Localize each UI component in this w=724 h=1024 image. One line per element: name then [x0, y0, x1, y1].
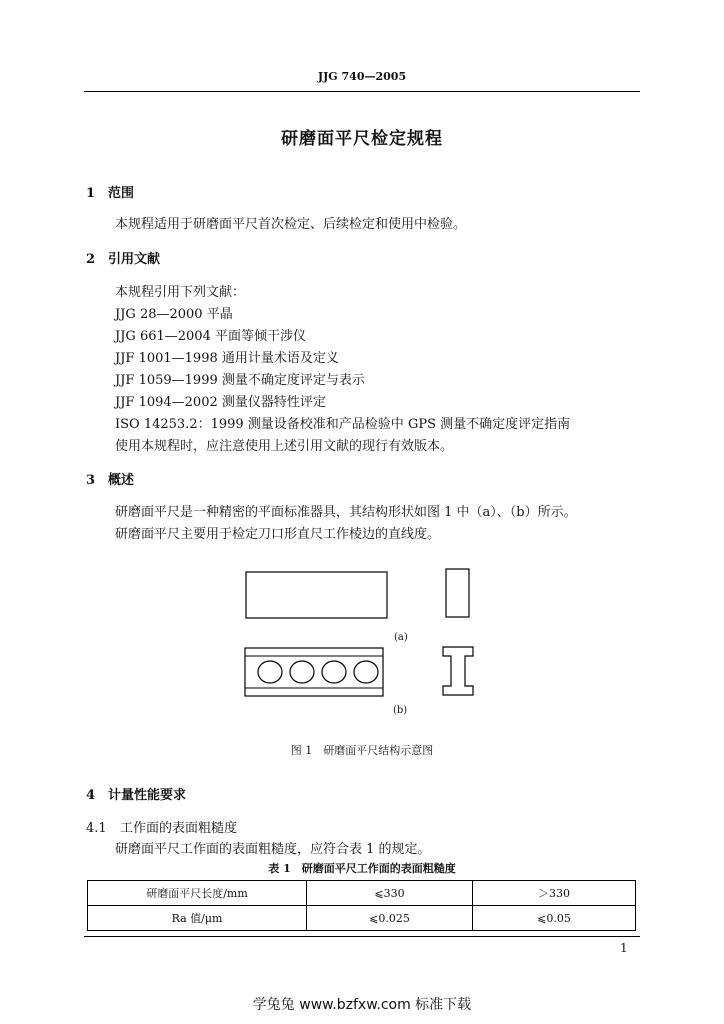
figure-label-b: (b) — [393, 705, 408, 716]
section-3-line: 研磨面平尺是一种精密的平面标准器具，其结构形状如图 1 中（a）、（b）所示。 — [115, 505, 577, 520]
reference-line: JJF 1001—1998 通用计量术语及定义 — [115, 351, 339, 366]
section-1-title: 范围 — [108, 186, 135, 201]
table-caption: 表 1 研磨面平尺工作面的表面粗糙度 — [268, 862, 456, 875]
reference-line: 使用本规程时，应注意使用上述引用文献的现行有效版本。 — [115, 439, 454, 454]
running-header: JJG 740—2005 — [317, 70, 407, 83]
section-4-heading — [86, 784, 186, 803]
figure-a-side-view — [446, 569, 469, 617]
page-bottom-rule — [84, 936, 640, 937]
table-cell: ＞330 — [473, 881, 636, 906]
document-title: 研磨面平尺检定规程 — [281, 129, 443, 149]
subsection-4-1-number: 4.1 — [86, 821, 107, 836]
table-cell: ⩽0.025 — [307, 906, 473, 931]
section-3-title: 概述 — [108, 473, 135, 488]
roughness-table — [87, 880, 636, 931]
page-number: 1 — [620, 941, 628, 955]
section-3-line: 研磨面平尺主要用于检定刀口形直尺工作棱边的直线度。 — [115, 527, 441, 542]
section-4-number: 4 — [86, 788, 96, 803]
reference-line: JJG 28—2000 平晶 — [115, 307, 233, 322]
section-2-number: 2 — [86, 252, 96, 267]
subsection-4-1-heading — [86, 817, 237, 836]
figure-a-front-view — [246, 572, 387, 618]
figure-label-a: (a) — [394, 632, 408, 643]
reference-line: JJF 1059—1999 测量不确定度评定与表示 — [115, 373, 365, 388]
section-1-number: 1 — [86, 186, 96, 201]
subsection-4-1-paragraph: 研磨面平尺工作面的表面粗糙度，应符合表 1 的规定。 — [115, 842, 431, 857]
table-cell: Ra 值/μm — [88, 906, 307, 931]
table-cell: 研磨面平尺长度/mm — [88, 881, 307, 906]
reference-line: 本规程引用下列文献： — [115, 285, 246, 300]
table-row — [88, 906, 636, 931]
reference-line: JJF 1094—2002 测量仪器特性评定 — [115, 395, 326, 410]
table-row — [88, 881, 636, 906]
footer-watermark: 学兔兔 www.bzfxw.com 标准下载 — [252, 997, 472, 1013]
reference-line: JJG 661—2004 平面等倾干涉仪 — [115, 329, 306, 344]
section-3-number: 3 — [86, 473, 96, 488]
table-cell: ⩽0.05 — [473, 906, 636, 931]
figure-b-i-section — [443, 647, 473, 695]
subsection-4-1-title: 工作面的表面粗糙度 — [120, 821, 238, 836]
section-1-paragraph: 本规程适用于研磨面平尺首次检定、后续检定和使用中检验。 — [115, 217, 467, 232]
section-4-title: 计量性能要求 — [108, 788, 187, 803]
table-cell: ⩽330 — [307, 881, 473, 906]
figure-caption: 图 1 研磨面平尺结构示意图 — [290, 744, 434, 757]
reference-line: ISO 14253.2：1999 测量设备校准和产品检验中 GPS 测量不确定度评定指南 — [115, 417, 571, 432]
section-2-title: 引用文献 — [108, 252, 161, 267]
figure-b-front-view — [245, 648, 383, 696]
